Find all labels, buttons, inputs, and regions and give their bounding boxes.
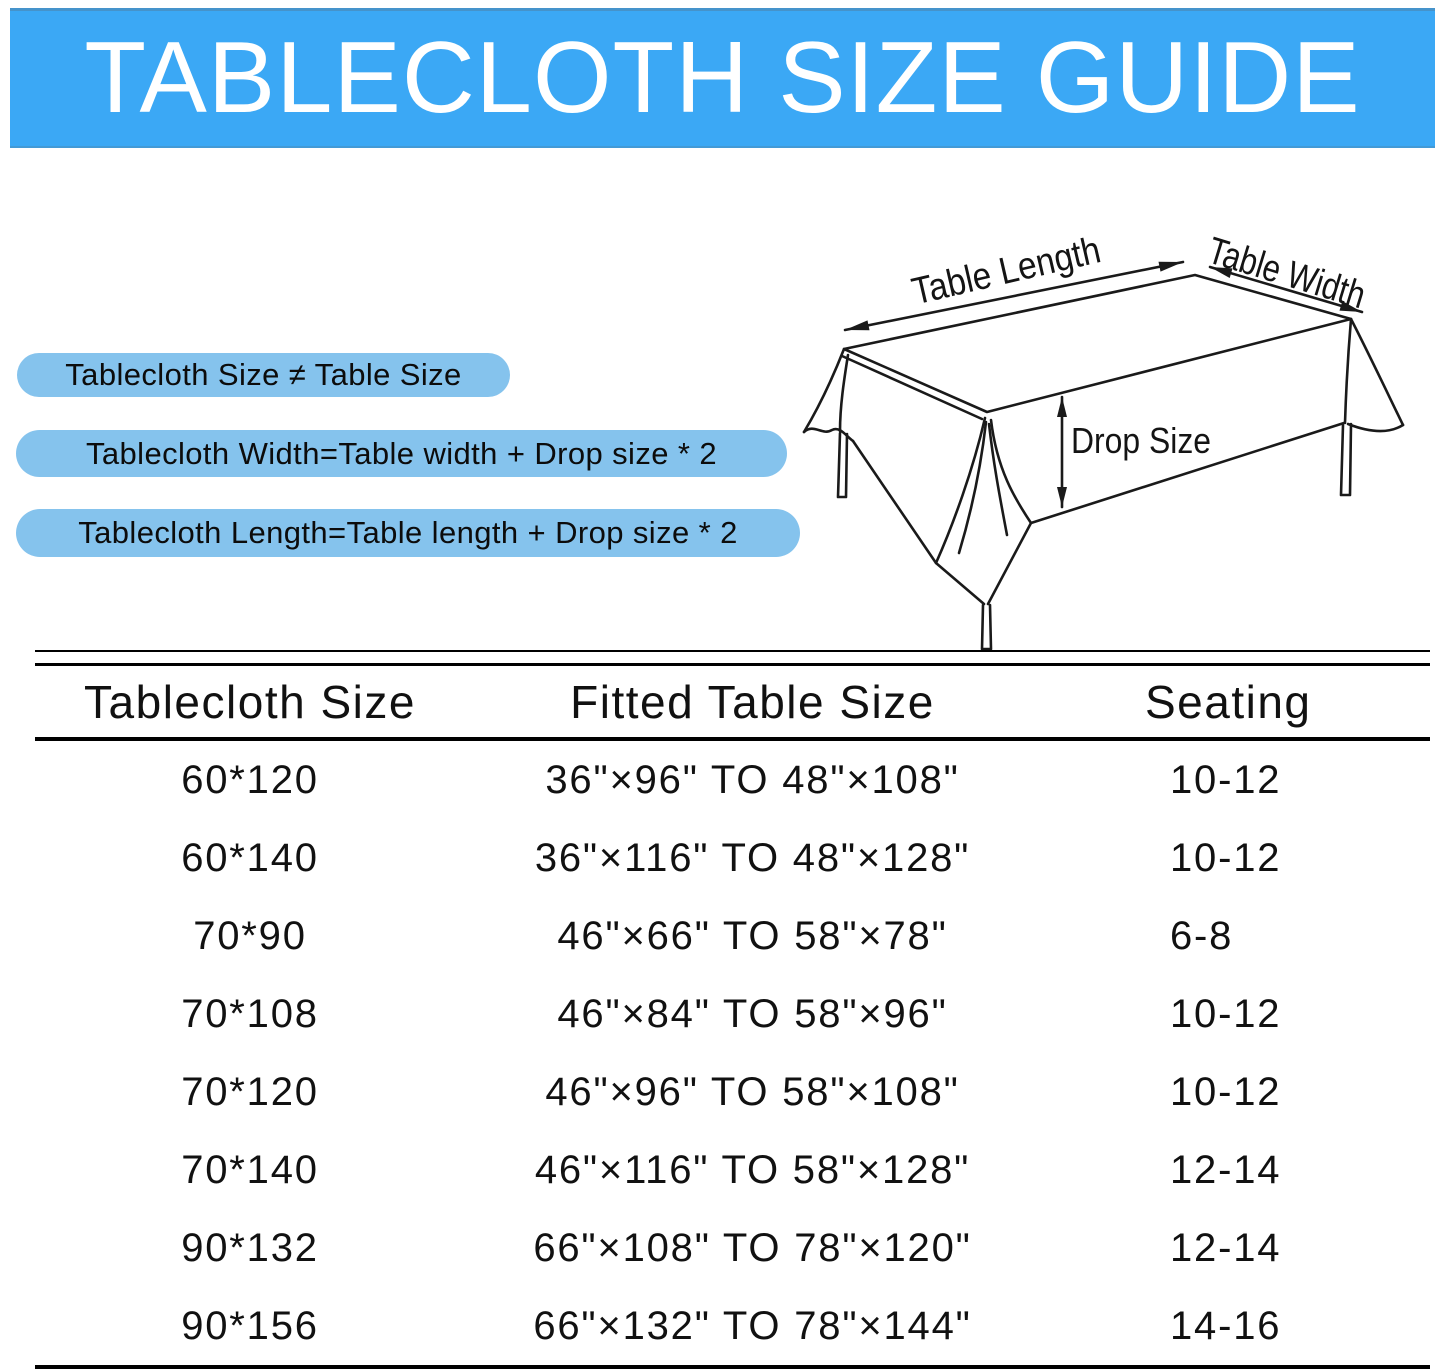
cell-seating: 12-14: [1170, 1147, 1282, 1192]
table-row: [35, 1053, 1430, 1131]
right-drape-edge: [1351, 319, 1403, 425]
cell-tablecloth-size: 70*108: [181, 991, 319, 1036]
corner-drape-tail: [982, 605, 991, 649]
cell-fitted-table-size: 46"×116" TO 58"×128": [534, 1147, 971, 1192]
right-table-leg: [1341, 424, 1351, 495]
corner-drape-fold-left: [959, 422, 986, 553]
table-row: [35, 1287, 1430, 1365]
cell-tablecloth-size: 90*132: [181, 1225, 319, 1270]
right-drape-hem: [1348, 424, 1403, 431]
cell-tablecloth-size: 90*156: [181, 1303, 319, 1348]
label-table-width: Table Width: [1202, 229, 1406, 328]
corner-drape-fold-right: [989, 424, 1007, 535]
under-table-hem: [853, 441, 936, 563]
header-fitted-table-size: Fitted Table Size: [570, 675, 935, 728]
table-bottom-rule: [35, 1365, 1430, 1369]
tablecloth-diagram: [795, 225, 1445, 660]
note-width-formula: Tablecloth Width=Table width + Drop size * 2: [16, 430, 787, 477]
cell-seating: 10-12: [1170, 1069, 1282, 1114]
table-row: [35, 741, 1430, 819]
cell-fitted-table-size: 66"×132" TO 78"×144": [533, 1303, 972, 1348]
note-length-formula: Tablecloth Length=Table length + Drop size * 2: [16, 509, 800, 557]
table-row: [35, 897, 1430, 975]
cell-tablecloth-size: 70*140: [181, 1147, 319, 1192]
cell-tablecloth-size: 70*90: [193, 913, 307, 958]
front-left-fold-line: [842, 356, 982, 419]
cell-seating: 10-12: [1170, 991, 1282, 1036]
label-table-length: Table Length: [908, 225, 1130, 314]
table-row: [35, 1209, 1430, 1287]
cell-fitted-table-size: 46"×96" TO 58"×108": [545, 1069, 960, 1114]
cell-tablecloth-size: 60*120: [181, 757, 319, 802]
left-table-leg: [838, 433, 847, 497]
cell-tablecloth-size: 60*140: [181, 835, 319, 880]
left-inner-fold: [840, 355, 848, 431]
page-title: TABLECLOTH SIZE GUIDE: [84, 21, 1361, 134]
cell-fitted-table-size: 36"×116" TO 48"×128": [534, 835, 971, 880]
table-body: [35, 741, 1430, 1365]
cell-seating: 6-8: [1170, 913, 1234, 958]
cell-seating: 10-12: [1170, 757, 1282, 802]
size-table: [35, 650, 1430, 1369]
cell-fitted-table-size: 46"×84" TO 58"×96": [557, 991, 948, 1036]
header-tablecloth-size: Tablecloth Size: [84, 675, 416, 728]
label-drop-size: Drop Size: [1071, 420, 1211, 461]
table-illustration: [795, 225, 1445, 660]
right-inner-edge: [1345, 319, 1351, 423]
cell-seating: 14-16: [1170, 1303, 1282, 1348]
length-arrowhead-right: [1159, 262, 1184, 272]
drop-arrowhead-bottom: [1057, 487, 1067, 507]
cell-fitted-table-size: 66"×108" TO 78"×120": [533, 1225, 972, 1270]
title-banner: [10, 8, 1435, 148]
length-arrowhead-left: [845, 320, 870, 330]
table-row: [35, 1131, 1430, 1209]
table-header-row: [35, 666, 1430, 737]
drop-arrowhead-top: [1057, 397, 1067, 417]
note-size-inequality: Tablecloth Size ≠ Table Size: [17, 353, 510, 397]
cell-fitted-table-size: 46"×66" TO 58"×78": [557, 913, 948, 958]
table-row: [35, 819, 1430, 897]
cell-fitted-table-size: 36"×96" TO 48"×108": [545, 757, 960, 802]
cell-seating: 10-12: [1170, 835, 1282, 880]
cell-seating: 12-14: [1170, 1225, 1282, 1270]
header-seating: Seating: [1145, 675, 1312, 728]
cell-tablecloth-size: 70*120: [181, 1069, 319, 1114]
table-row: [35, 975, 1430, 1053]
left-drape-edge: [804, 349, 844, 432]
